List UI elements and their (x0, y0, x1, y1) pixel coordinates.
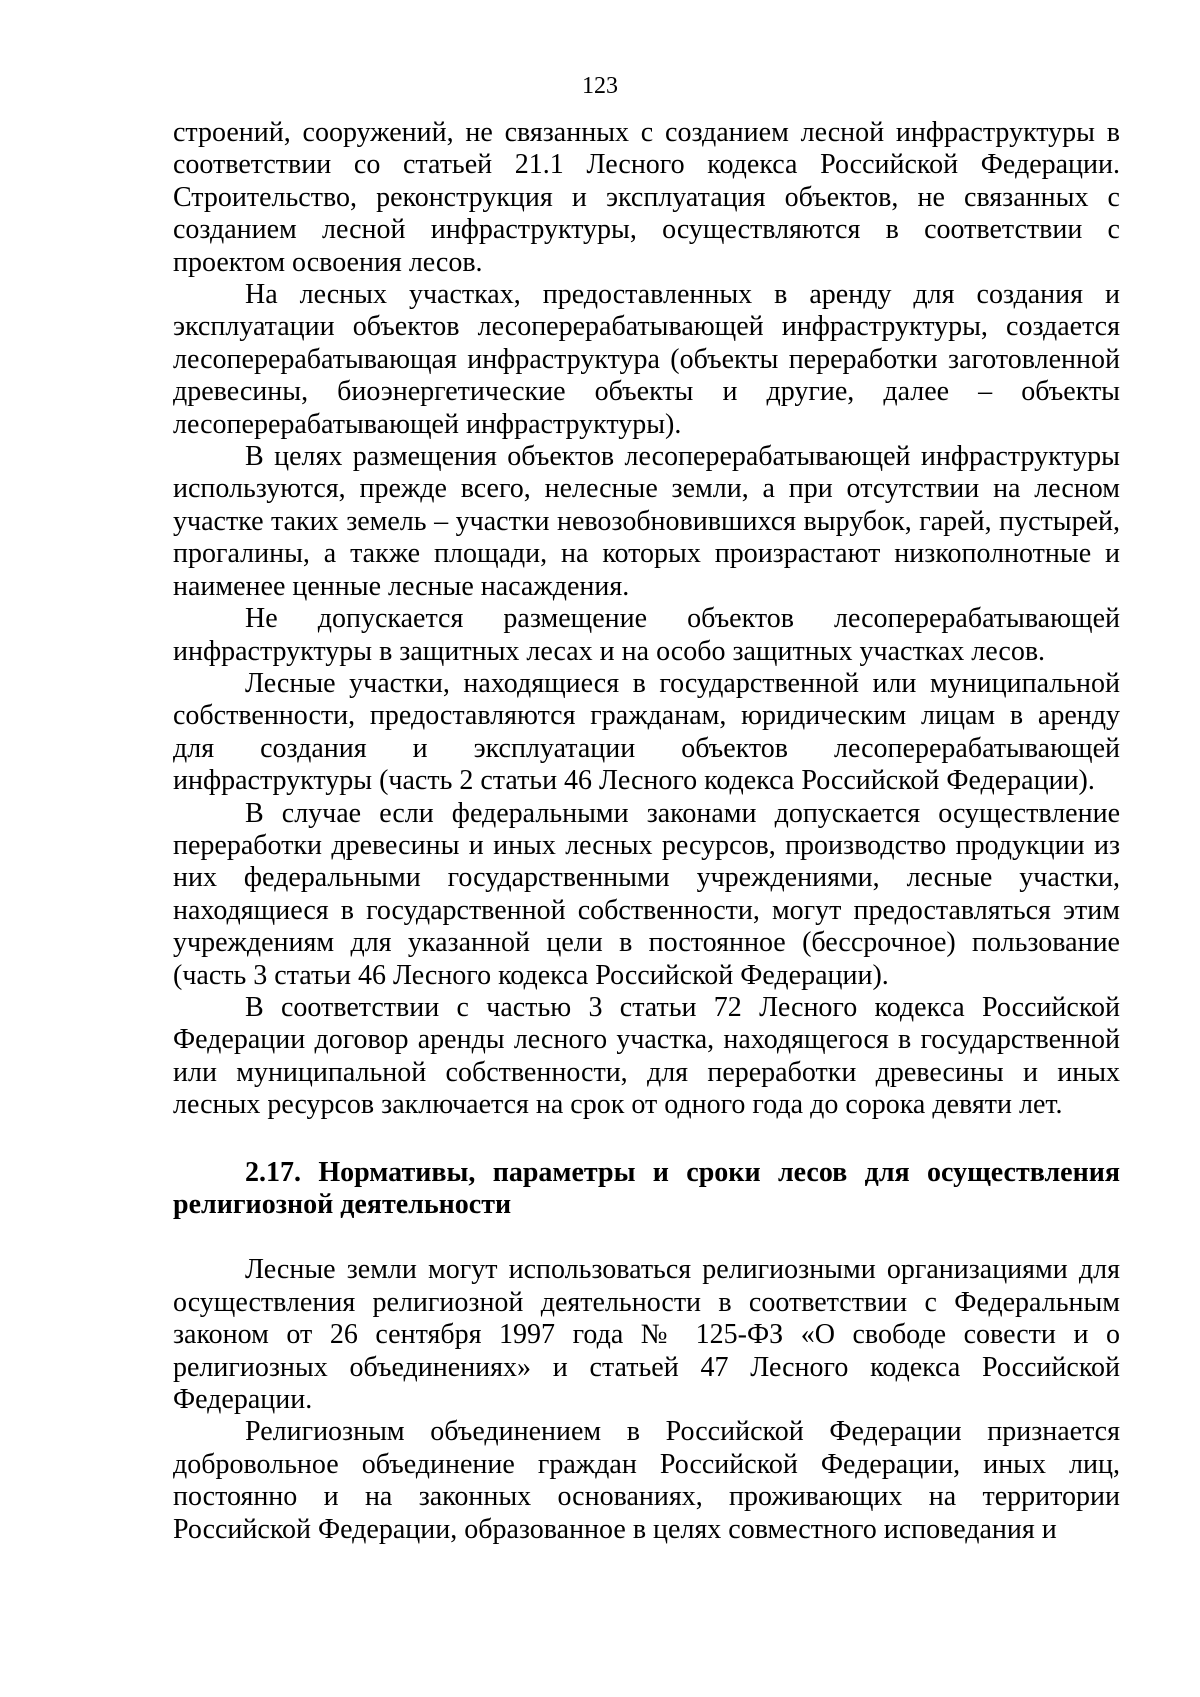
page-number: 123 (582, 73, 618, 99)
paragraph: На лесных участках, предоставленных в аренду для создания и эксплуатации объектов лесоперерабатывающей инфраструктуры, создается лесоперерабатывающая инфраструктура (объекты переработки заготовленной древесины, биоэнергетические объекты и другие, далее – объекты лесоперерабатывающей инфраструктуры). (173, 279, 1120, 440)
paragraph-continuation: строений, сооружений, не связанных с созданием лесной инфраструктуры в соответствии со статьей 21.1 Лесного кодекса Российской Федерации. Строительство, реконструкция и эксплуатация объектов, не связанных с созданием лесной инфраструктуры, осуществляются в соответствии с проектом освоения лесов. (173, 117, 1120, 278)
paragraph: В целях размещения объектов лесоперерабатывающей инфраструктуры используются, прежде всего, нелесные земли, а при отсутствии на лесном участке таких земель – участки невозобновившихся вырубок, гарей, пустырей, прогалины, а также площади, на которых произрастают низкополнотные и наименее ценные лесные насаждения. (173, 441, 1120, 602)
paragraph: Не допускается размещение объектов лесоперерабатывающей инфраструктуры в защитных лесах и на особо защитных участках лесов. (173, 603, 1120, 667)
paragraph: В соответствии с частью 3 статьи 72 Лесного кодекса Российской Федерации договор аренды лесного участка, находящегося в государственной или муниципальной собственности, для переработки древесины и иных лесных ресурсов заключается на срок от одного года до сорока девяти лет. (173, 991, 1120, 1121)
paragraph: Религиозным объединением в Российской Федерации признается добровольное объединение граждан Российской Федерации, иных лиц, постоянно и на законных основаниях, проживающих на территории Российской Федерации, образованное в целях совместного исповедания и (173, 1416, 1120, 1545)
document-body (173, 117, 1120, 1546)
paragraph: Лесные земли могут использоваться религиозными организациями для осуществления религиозной деятельности в соответствии с Федеральным законом от 26 сентября 1997 года № 125-ФЗ «О свободе совести и о религиозных объединениях» и статьей 47 Лесного кодекса Российской Федерации. (173, 1254, 1120, 1416)
paragraph: В случае если федеральными законами допускается осуществление переработки древесины и иных лесных ресурсов, производство продукции из них федеральными государственными учреждениями, лесные участки, находящиеся в государственной собственности, могут предоставляться этим учреждениям для указанной цели в постоянное (бессрочное) пользование (часть 3 статьи 46 Лесного кодекса Российской Федерации). (173, 797, 1120, 991)
paragraph: Лесные участки, находящиеся в государственной или муниципальной собственности, предоставляются гражданам, юридическим лицам в аренду для создания и эксплуатации объектов лесоперерабатывающей инфраструктуры (часть 2 статьи 46 Лесного кодекса Российской Федерации). (173, 667, 1120, 797)
section-heading: 2.17. Нормативы, параметры и сроки лесов для осуществления религиозной деятельности (173, 1156, 1120, 1220)
